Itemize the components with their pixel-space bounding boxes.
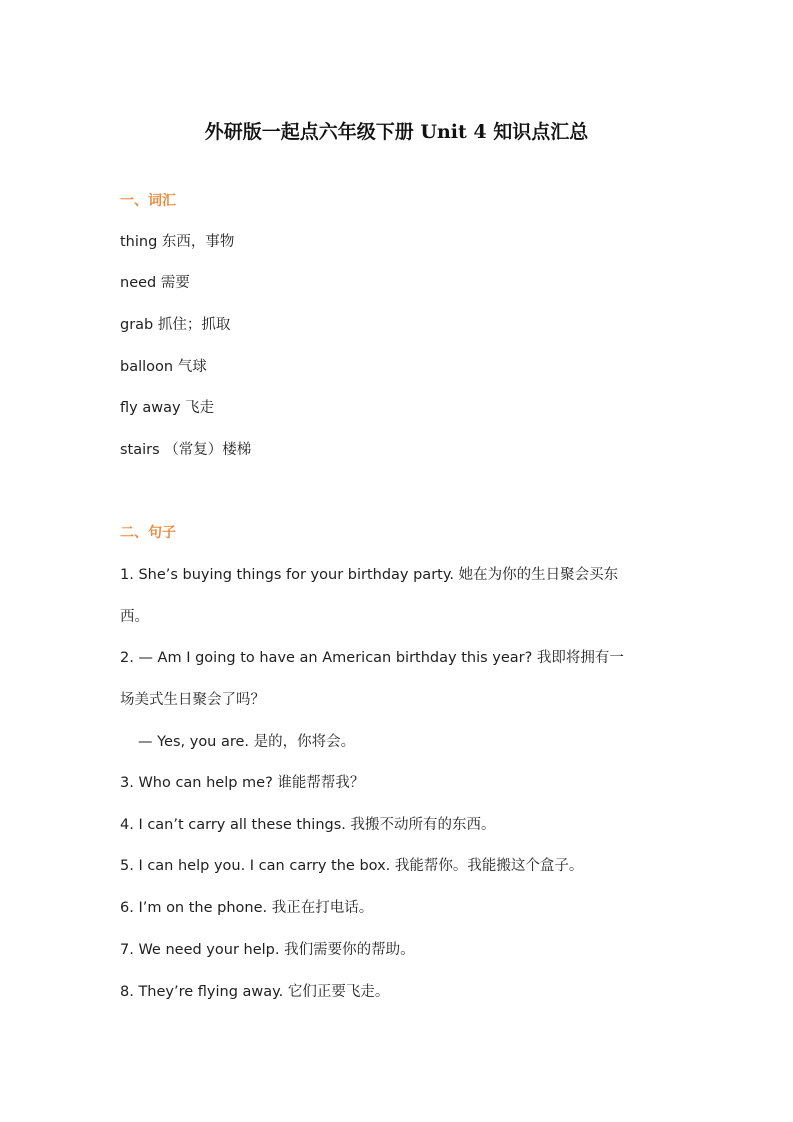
vocab-line: need 需要 [120, 275, 190, 291]
vocab-line: balloon 气球 [120, 359, 207, 375]
sentence-line: 7. We need your help. 我们需要你的帮助。 [120, 942, 415, 958]
sentence-line: 2. — Am I going to have an American birthday this year? 我即将拥有一 [120, 650, 624, 666]
sentence-line: 6. I’m on the phone. 我正在打电话。 [120, 900, 374, 916]
sentence-line: 8. They’re flying away. 它们正要飞走。 [120, 984, 390, 1000]
vocab-line: thing 东西，事物 [120, 234, 235, 250]
sentence-line: 3. Who can help me? 谁能帮帮我？ [120, 775, 365, 791]
sentence-line: — Yes, you are. 是的，你将会。 [138, 734, 356, 750]
sentence-line: 5. I can help you. I can carry the box. 我能帮你。我能搬这个盒子。 [120, 858, 584, 874]
sentence-line: 西。 [120, 609, 149, 625]
sentence-line: 场美式生日聚会了吗？ [120, 692, 265, 708]
sentence-line: 4. I can’t carry all these things. 我搬不动所有的东西。 [120, 817, 496, 833]
vocab-line: fly away 飞走 [120, 400, 215, 416]
sentence-line: 1. She’s buying things for your birthday party. 她在为你的生日聚会买东 [120, 567, 619, 583]
section-heading-sentences: 二、句子 [120, 525, 176, 541]
section-heading-vocabulary: 一、词汇 [120, 193, 176, 209]
vocab-line: grab 抓住；抓取 [120, 317, 231, 333]
vocab-line: stairs （常复）楼梯 [120, 442, 252, 458]
document-title: 外研版一起点六年级下册 Unit 4 知识点汇总 [204, 121, 589, 143]
